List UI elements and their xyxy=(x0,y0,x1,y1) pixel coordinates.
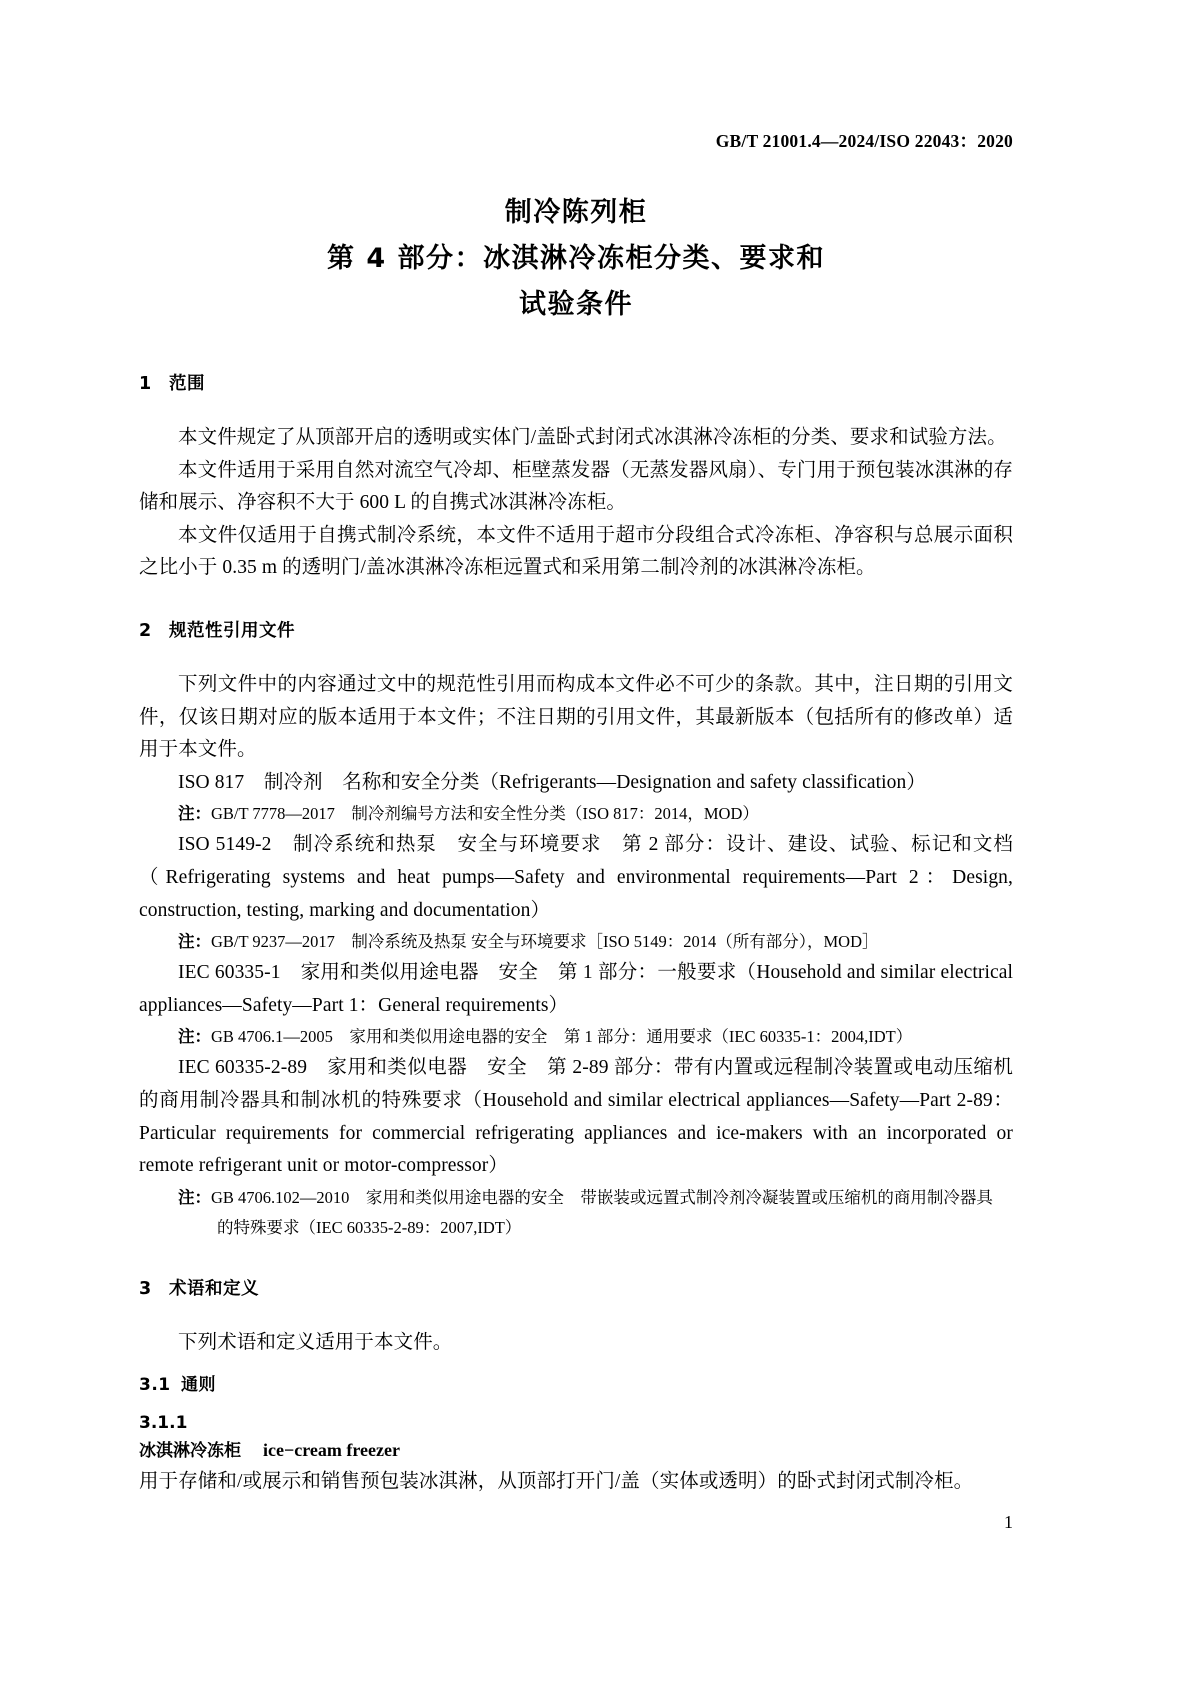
reference-note-1 xyxy=(139,799,1013,829)
term-chinese: 冰淇淋冷冻柜 xyxy=(139,1441,241,1462)
reference-note-4 xyxy=(139,1183,1013,1213)
note-text-3: GB 4706.1—2005 家用和类似用途电器的安全 第 1 部分：通用要求（IEC 60335-1：2004,IDT） xyxy=(211,1027,913,1047)
section-heading-1 xyxy=(139,372,1013,396)
document-title-line-3: 试验条件 xyxy=(519,289,633,320)
reference-item-3: IEC 60335-1 家用和类似用途电器 安全 第 1 部分：一般要求（Household and similar electrical appliances—Safety—Part 1：General requirements） xyxy=(139,962,1013,1016)
reference-note-2 xyxy=(139,927,1013,957)
term-english: ice−cream freezer xyxy=(263,1440,400,1461)
note-text-1: GB/T 7778—2017 制冷剂编号方法和安全性分类（ISO 817：2014，MOD） xyxy=(211,804,759,824)
note-label-3: 注： xyxy=(178,1027,211,1047)
section-2-intro: 下列文件中的内容通过文中的规范性引用而构成本文件必不可少的条款。其中，注日期的引用文件，仅该日期对应的版本适用于本文件；不注日期的引用文件，其最新版本（包括所有的修改单）适用于本文件。 xyxy=(139,673,1013,761)
term-entry-3-1-1 xyxy=(139,1435,1013,1466)
section-1-paragraph-3: 本文件仅适用于自携式制冷系统，本文件不适用于超市分段组合式冷冻柜、净容积与总展示面积之比小于 0.35 m 的透明门/盖冰淇淋冷冻柜远置式和采用第二制冷剂的冰淇淋冷冻柜。 xyxy=(139,524,1013,579)
section-1-paragraph-2: 本文件适用于采用自然对流空气冷却、柜壁蒸发器（无蒸发器风扇）、专门用于预包装冰淇淋的存储和展示、净容积不大于 600 L 的自携式冰淇淋冷冻柜。 xyxy=(139,459,1013,514)
subsection-title-3-1: 通则 xyxy=(181,1375,216,1396)
note-text-4: GB 4706.102—2010 家用和类似用途电器的安全 带嵌装或远置式制冷剂冷凝装置或压缩机的商用制冷器具 xyxy=(211,1187,993,1207)
section-title-3: 术语和定义 xyxy=(169,1278,259,1299)
document-body xyxy=(139,372,1013,1499)
note-label-4: 注： xyxy=(178,1187,211,1207)
section-heading-3 xyxy=(139,1277,1013,1301)
section-heading-2 xyxy=(139,619,1013,643)
subsection-number-3-1: 3.1 xyxy=(139,1375,171,1396)
reference-note-3 xyxy=(139,1022,1013,1052)
document-title-line-1: 制冷陈列柜 xyxy=(504,197,648,228)
term-definition-3-1-1: 用于存储和/或展示和销售预包装冰淇淋，从顶部打开门/盖（实体或透明）的卧式封闭式制冷柜。 xyxy=(139,1471,974,1493)
page-number: 1 xyxy=(1004,1512,1013,1532)
reference-item-2: ISO 5149-2 制冷系统和热泵 安全与环境要求 第 2 部分：设计、建设、试验、标记和文档（Refrigerating systems and heat pumps—Safety and environmental requirements—Part 2：Design, construction, testing, marking and documentation） xyxy=(139,834,1013,921)
section-number-2: 2 xyxy=(139,620,152,641)
section-3-intro: 下列术语和定义适用于本文件。 xyxy=(178,1331,453,1353)
document-title-line-2: 第 4 部分：冰淇淋冷冻柜分类、要求和 xyxy=(326,243,826,274)
section-1-paragraph-1: 本文件规定了从顶部开启的透明或实体门/盖卧式封闭式冰淇淋冷冻柜的分类、要求和试验方法。 xyxy=(178,427,1007,448)
note-label-1: 注： xyxy=(178,804,211,824)
document-title xyxy=(139,190,1013,328)
reference-item-4: IEC 60335-2-89 家用和类似电器 安全 第 2-89 部分：带有内置或远程制冷装置或电动压缩机的商用制冷器具和制冰机的特殊要求（Household and similar electrical appliances—Safety—Part 2-89： Particular requirements for commercial refrigerating appliances and ice-makers with an incorporated or remote refrigerant unit or motor-compressor） xyxy=(139,1057,1013,1177)
section-number-3: 3 xyxy=(139,1278,152,1299)
reference-item-1: ISO 817 制冷剂 名称和安全分类（Refrigerants—Designation and safety classification） xyxy=(178,771,926,793)
section-title-2: 规范性引用文件 xyxy=(169,620,295,641)
running-header: GB/T 21001.4—2024/ISO 22043：2020 xyxy=(715,131,1013,151)
note-text-2: GB/T 9237—2017 制冷系统及热泵 安全与环境要求［ISO 5149：2014（所有部分），MOD］ xyxy=(211,932,879,952)
section-number-1: 1 xyxy=(139,374,152,394)
subsection-heading-3-1 xyxy=(139,1373,1013,1397)
clause-number-3-1-1: 3.1.1 xyxy=(139,1413,188,1434)
note-label-2: 注： xyxy=(178,932,211,952)
reference-note-4-continued: 的特殊要求（IEC 60335-2-89：2007,IDT） xyxy=(217,1217,522,1237)
section-title-1: 范围 xyxy=(169,374,205,394)
